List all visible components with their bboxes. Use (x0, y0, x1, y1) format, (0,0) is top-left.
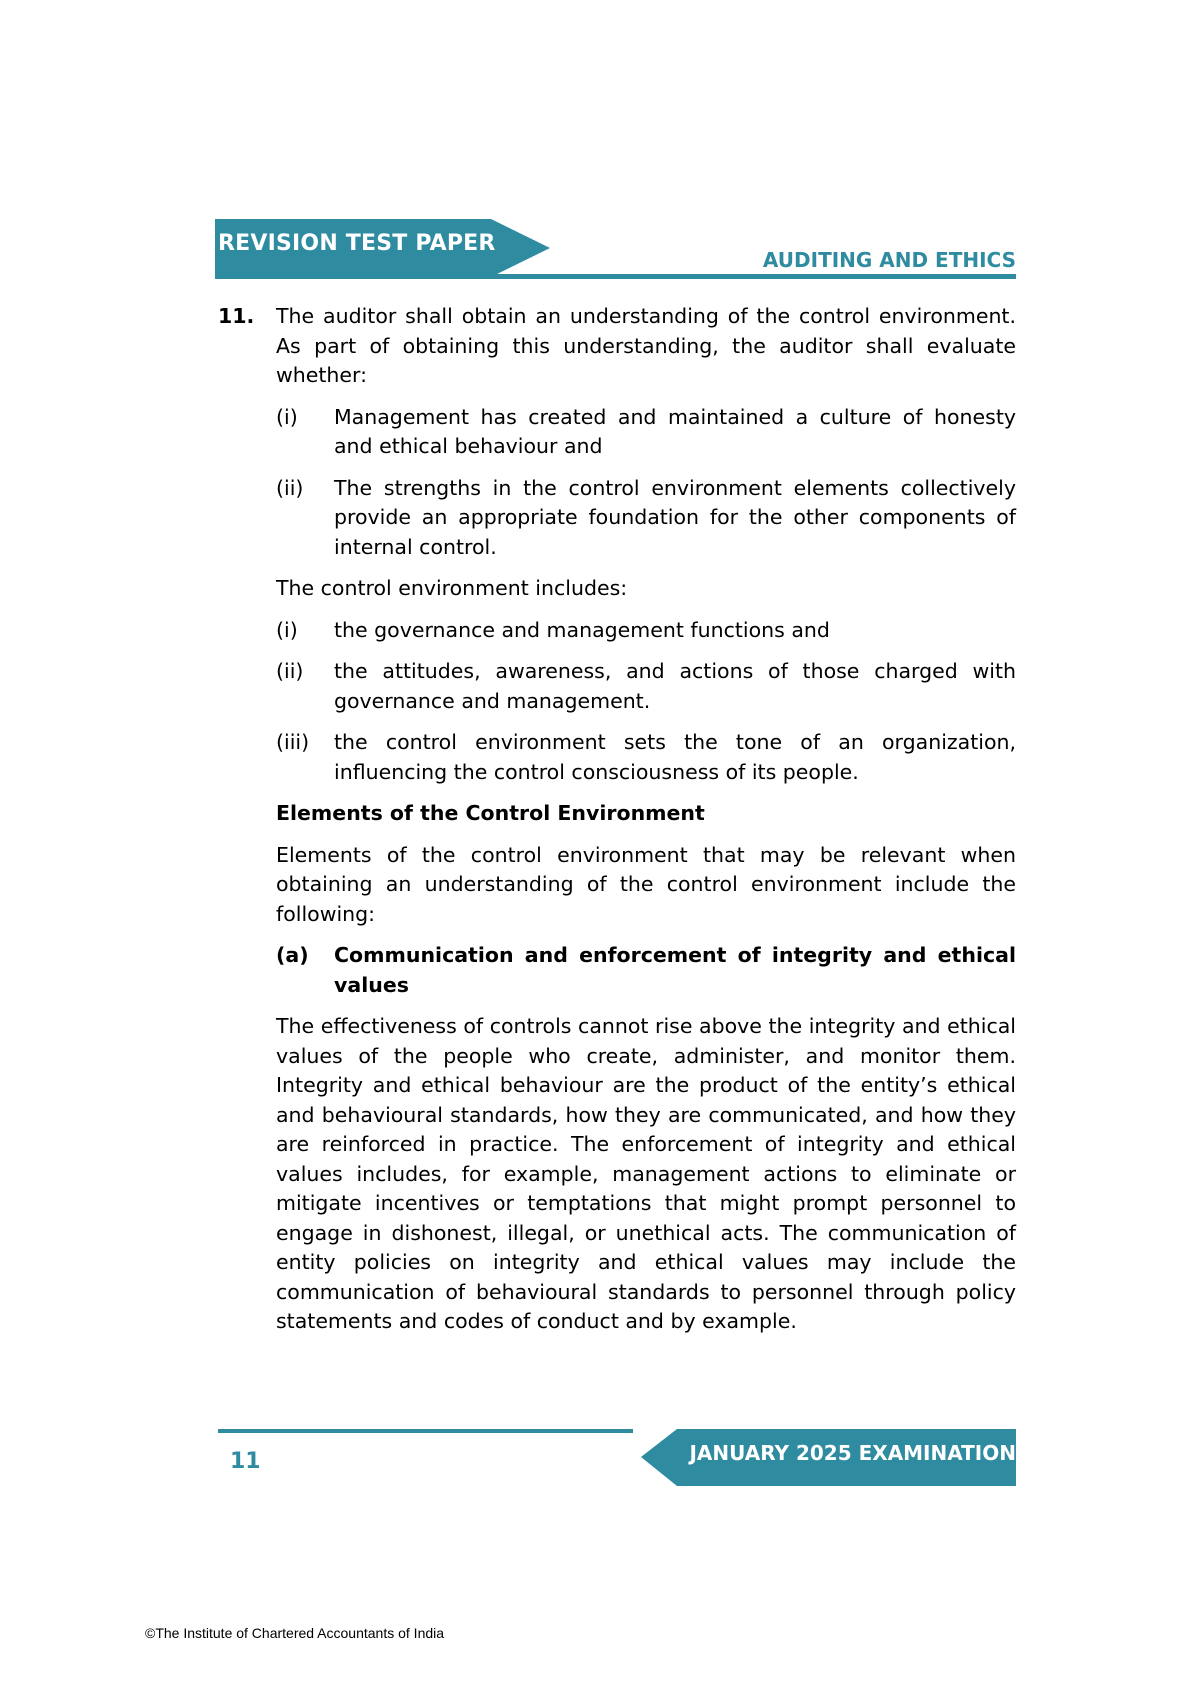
list-item (276, 474, 1016, 563)
question-content (218, 302, 1016, 1349)
element-a-body: The effectiveness of controls cannot rise above the integrity and ethical values of the people who create, administer, and monitor them. Integrity and ethical behaviour are the product of the entity’s ethical and behavioural standards, how they are communicated, and how they are reinforced in practice. The enforcement of integrity and ethical values includes, for example, management actions to eliminate or mitigate incentives or temptations that might prompt personnel to engage in dishonest, illegal, or unethical acts. The communication of entity policies on integrity and ethical values may include the communication of behavioural standards to personnel through policy statements and codes of conduct and by example. (276, 1014, 1016, 1333)
element-a-heading-row (276, 941, 1016, 1000)
list-item (276, 728, 1016, 787)
page-number: 11 (230, 1449, 261, 1474)
list-item (276, 403, 1016, 462)
list-label: (i) (276, 404, 298, 429)
question-body (276, 302, 1016, 1337)
copyright-notice: ©The Institute of Chartered Accountants of India (145, 1625, 445, 1641)
list-text: Management has created and maintained a culture of honesty and ethical behaviour and (334, 404, 1016, 458)
list-text: The strengths in the control environment elements collectively provide an appropriate foundation for the other components of internal control. (334, 475, 1016, 559)
question-intro: The auditor shall obtain an understanding of the control environment. As part of obtaining this understanding, the auditor shall evaluate whether: (276, 304, 1016, 387)
list-label: (ii) (276, 659, 304, 683)
footer-exam-label: JANUARY 2025 EXAMINATION (689, 1441, 1016, 1465)
list-text: the control environment sets the tone of an organization, influencing the control consciousness of its people. (334, 730, 1016, 784)
list-item (276, 657, 1016, 716)
element-a-heading: Communication and enforcement of integrity and ethical values (334, 943, 1016, 997)
list-text: the governance and management functions and (334, 617, 830, 642)
element-a-label: (a) (276, 943, 309, 967)
footer-rule (218, 1429, 633, 1433)
list-label: (iii) (276, 730, 310, 754)
header-right-title: AUDITING AND ETHICS (762, 248, 1016, 272)
elements-intro: Elements of the control environment that may be relevant when obtaining an understanding of the control environment include the following: (276, 842, 1016, 926)
question-number: 11. (218, 304, 255, 328)
includes-intro: The control environment includes: (276, 576, 628, 600)
header-left-title: REVISION TEST PAPER (218, 231, 496, 256)
list-text: the attitudes, awareness, and actions of those charged with governance and management. (334, 659, 1016, 713)
list-label: (i) (276, 617, 298, 642)
list-item (276, 616, 1016, 646)
list-label: (ii) (276, 475, 304, 500)
header-rule (215, 274, 1016, 279)
elements-heading: Elements of the Control Environment (276, 801, 705, 825)
